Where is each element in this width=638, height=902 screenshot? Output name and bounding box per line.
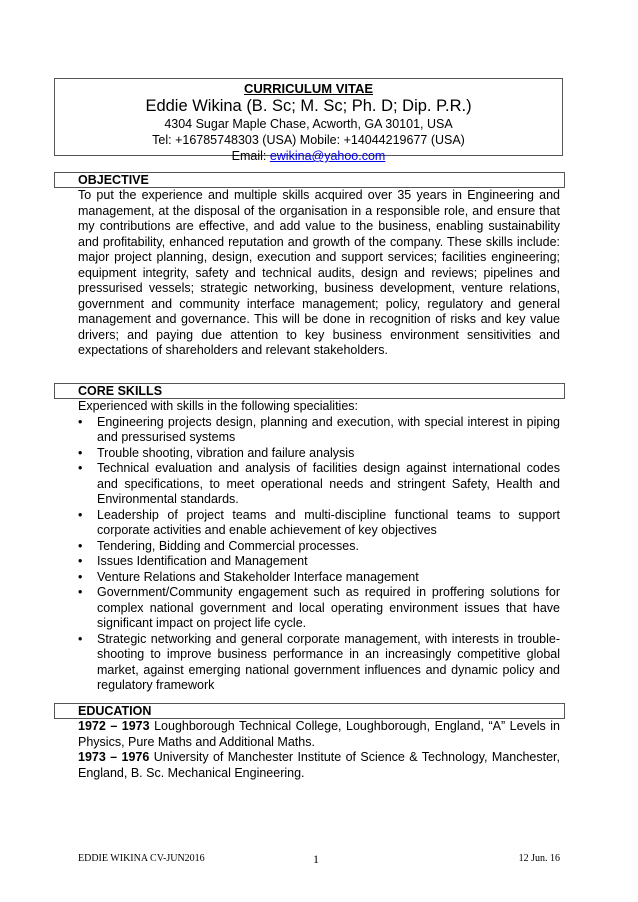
education-section — [78, 719, 560, 781]
education-entry — [78, 750, 560, 781]
bullet-icon: • — [78, 445, 83, 460]
list-item — [78, 508, 560, 539]
list-item — [78, 585, 560, 632]
objective-text: To put the experience and multiple skills acquired over 35 years in Engineering and management, at the disposal of the organisation in a responsible role, and ensure that my contributions are effective, and add value to the business, enabling sustainability and profitability, enhanced reputation and growth of the company. These skills include: major project planning, design, execution and support services; facilities engineering; equipment integrity, safety and technical audits, design and reviews; pipelines and pressurised vessels; strategic networking, business development, venture relations, government and community interface management; policy, regulatory and general management and governance. This will be done in recognition of risks and key value drivers; and paying due attention to key business environment sensitivities and expectations of shareholders and relevant stakeholders. — [78, 188, 560, 357]
bullet-icon: • — [78, 631, 83, 646]
education-years: 1972 – 1973 — [78, 719, 150, 733]
skill-text: Venture Relations and Stakeholder Interface management — [97, 569, 419, 584]
skill-text: Government/Community engagement such as required in proffering solutions for complex national government and local operating environment issues that have significant impact on project life cycle. — [97, 585, 560, 630]
education-text: University of Manchester Institute of Science & Technology, Manchester, England, B. Sc. Mechanical Engineering. — [78, 750, 560, 780]
bullet-icon: • — [78, 461, 83, 475]
skill-text: Trouble shooting, vibration and failure analysis — [97, 445, 355, 460]
bullet-icon: • — [78, 414, 83, 429]
objective-heading: OBJECTIVE — [54, 172, 565, 188]
email-link[interactable]: ewikina@yahoo.com — [269, 149, 386, 163]
skill-text: Issues Identification and Management — [97, 554, 308, 568]
cv-title: CURRICULUM VITAE — [243, 81, 374, 96]
list-item — [78, 570, 560, 586]
core-skills-intro: Experienced with skills in the following specialities: — [78, 399, 358, 413]
bullet-icon: • — [78, 569, 83, 584]
list-item — [78, 461, 560, 508]
education-text: Loughborough Technical College, Loughborough, England, “A” Levels in Physics, Pure Maths and Additional Maths. — [78, 719, 560, 749]
skill-text: Technical evaluation and analysis of facilities design against international codes and specifications, to meet operational needs and stringent Safety, Health and Environmental standards. — [97, 461, 560, 506]
cv-phone: Tel: +16785748303 (USA) Mobile: +14044219677 (USA) — [152, 133, 465, 147]
education-years: 1973 – 1976 — [78, 750, 150, 764]
bullet-icon: • — [78, 538, 83, 553]
page-footer — [78, 852, 560, 868]
bullet-icon: • — [78, 554, 83, 568]
cv-header-box — [54, 78, 563, 163]
cv-address: 4304 Sugar Maple Chase, Acworth, GA 30101, USA — [164, 117, 453, 131]
list-item — [78, 539, 560, 555]
footer-page-number: 1 — [313, 852, 319, 866]
skill-text: Tendering, Bidding and Commercial processes. — [97, 538, 359, 553]
list-item — [78, 415, 560, 446]
cv-name: Eddie Wikina (B. Sc; M. Sc; Ph. D; Dip. P.R.) — [145, 97, 472, 115]
education-heading: EDUCATION — [54, 703, 565, 719]
objective-section — [78, 188, 560, 359]
core-skills-list — [78, 415, 560, 694]
core-skills-heading: CORE SKILLS — [54, 383, 565, 399]
list-item — [78, 446, 560, 462]
cv-email-line — [55, 148, 562, 164]
skill-text: Engineering projects design, planning and execution, with special interest in piping and pressurised systems — [97, 414, 560, 444]
list-item — [78, 632, 560, 694]
list-item — [78, 554, 560, 570]
footer-date: 12 Jun. 16 — [518, 853, 560, 864]
skill-text: Strategic networking and general corporate management, with interests in trouble-shooting to improve business performance in an increasingly competitive global market, against emerging national government influences and dynamic policy and regulatory framework — [97, 631, 560, 692]
email-label: Email: — [231, 149, 270, 163]
footer-doc-name: EDDIE WIKINA CV-JUN2016 — [78, 853, 205, 864]
bullet-icon: • — [78, 507, 83, 522]
core-skills-section — [78, 399, 560, 694]
education-entry — [78, 719, 560, 750]
bullet-icon: • — [78, 585, 83, 599]
skill-text: Leadership of project teams and multi-discipline functional teams to support corporate activities and enable achievement of key objectives — [97, 507, 560, 537]
